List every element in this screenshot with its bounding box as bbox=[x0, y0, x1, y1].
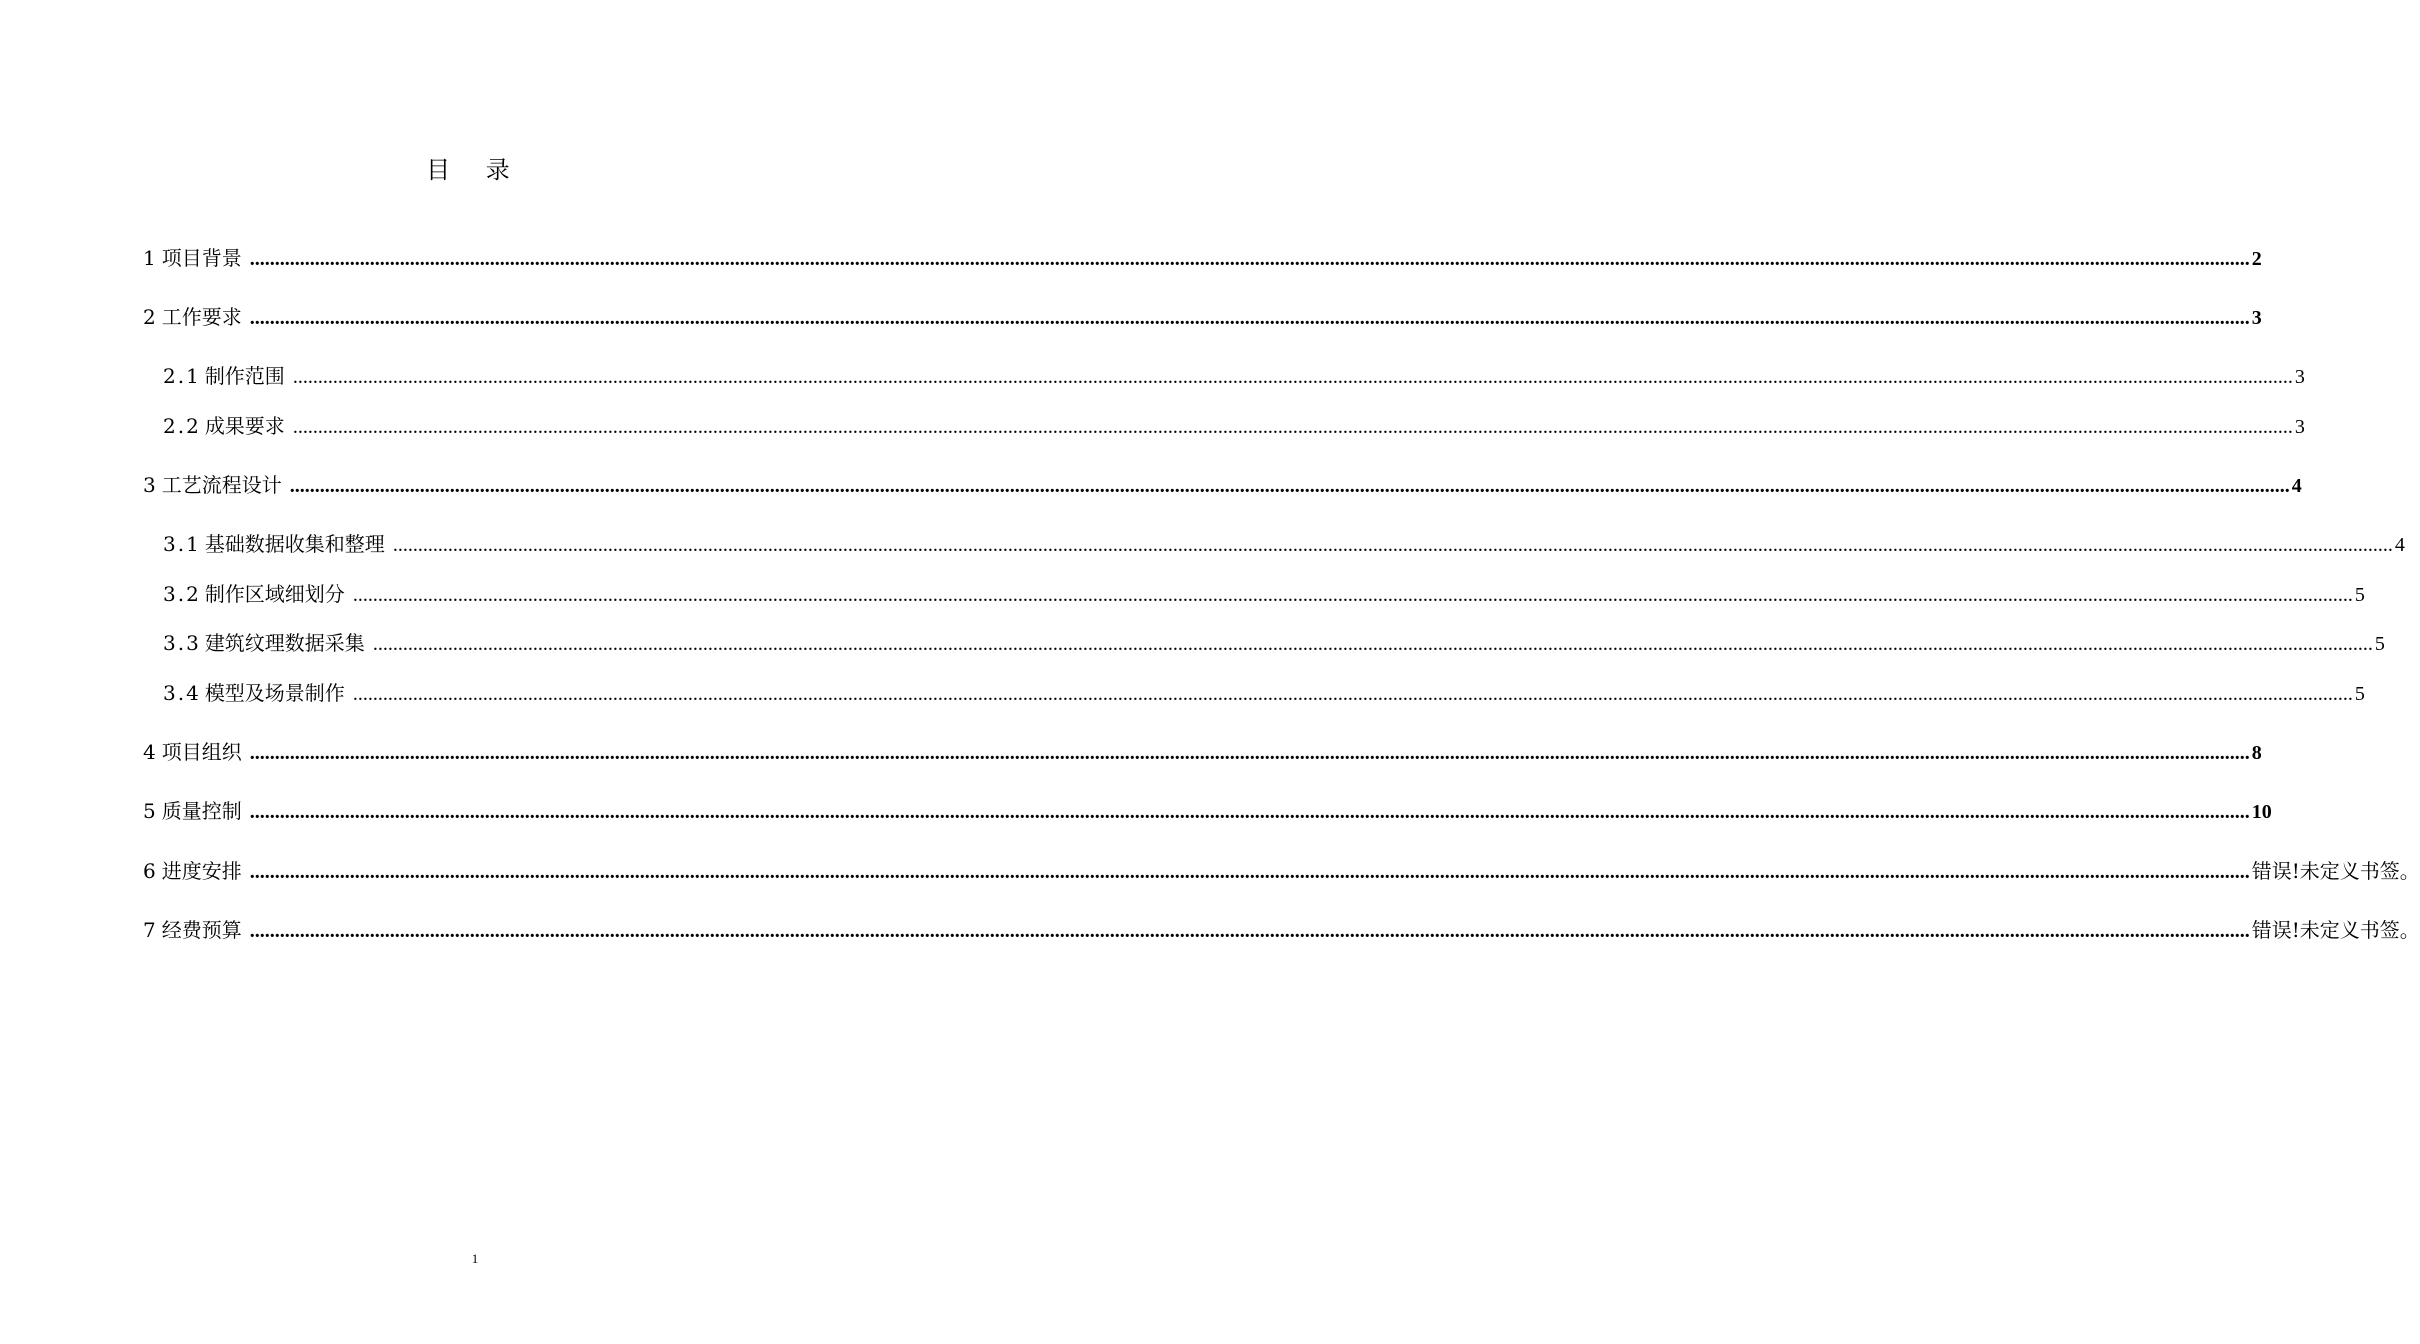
toc-dot-leader: ................................................................................................................................................................................................................................................................................................................................................................................................................ bbox=[352, 683, 2353, 705]
toc-entry-text: 进度安排 bbox=[161, 859, 242, 883]
toc-entry[interactable] bbox=[163, 529, 2405, 559]
toc-entry[interactable] bbox=[143, 737, 2262, 767]
toc-entry[interactable] bbox=[163, 361, 2305, 391]
toc-entry[interactable] bbox=[143, 856, 2420, 886]
toc-dot-leader: ................................................................................................................................................................................................................................................................................................................................................................................................................ bbox=[249, 307, 2250, 329]
toc-entry-label bbox=[143, 243, 242, 273]
toc-entry-text: 基础数据收集和整理 bbox=[204, 532, 385, 556]
toc-entry-number: 2.2 bbox=[163, 414, 201, 438]
toc-entry-page-error: 错误!未定义书签。 bbox=[2251, 918, 2420, 942]
toc-entry[interactable] bbox=[163, 411, 2305, 441]
toc-entry-number: 3 bbox=[143, 473, 158, 497]
toc-entry-label bbox=[163, 411, 285, 441]
toc-entry-label bbox=[143, 737, 242, 767]
page-title: 目 录 bbox=[426, 156, 524, 184]
toc-entry-label bbox=[163, 529, 385, 559]
toc-entry[interactable] bbox=[143, 302, 2262, 332]
toc-entry-number: 4 bbox=[143, 740, 158, 764]
toc-dot-leader: ................................................................................................................................................................................................................................................................................................................................................................................................................ bbox=[249, 920, 2250, 942]
toc-entry-page: 2 bbox=[2251, 248, 2262, 270]
toc-entry[interactable] bbox=[143, 243, 2262, 273]
toc-entry-text: 项目组织 bbox=[161, 740, 242, 764]
toc-entry-text: 制作区域细划分 bbox=[204, 582, 345, 606]
toc-dot-leader: ................................................................................................................................................................................................................................................................................................................................................................................................................ bbox=[249, 861, 2250, 883]
toc-entry-text: 建筑纹理数据采集 bbox=[204, 631, 365, 655]
toc-entry-text: 工艺流程设计 bbox=[161, 473, 282, 497]
toc-entry-page-error: 错误!未定义书签。 bbox=[2251, 859, 2420, 883]
toc-entry[interactable] bbox=[163, 579, 2365, 609]
toc-dot-leader: ................................................................................................................................................................................................................................................................................................................................................................................................................ bbox=[289, 475, 2290, 497]
toc-entry-number: 1 bbox=[143, 246, 158, 270]
toc-entry-text: 项目背景 bbox=[161, 246, 242, 270]
toc-dot-leader: ................................................................................................................................................................................................................................................................................................................................................................................................................ bbox=[292, 366, 2293, 388]
toc-entry-number: 3.3 bbox=[163, 631, 201, 655]
toc-dot-leader: ................................................................................................................................................................................................................................................................................................................................................................................................................ bbox=[249, 801, 2250, 823]
toc-entry-page: 5 bbox=[2374, 633, 2385, 655]
toc-entry[interactable] bbox=[143, 915, 2420, 945]
toc-entry-label bbox=[163, 579, 345, 609]
toc-entry-label bbox=[143, 796, 242, 826]
toc-entry[interactable] bbox=[163, 628, 2385, 658]
toc-entry-text: 工作要求 bbox=[161, 305, 242, 329]
toc-dot-leader: ................................................................................................................................................................................................................................................................................................................................................................................................................ bbox=[249, 248, 2250, 270]
toc-entry-page: 3 bbox=[2294, 416, 2305, 438]
toc-dot-leader: ................................................................................................................................................................................................................................................................................................................................................................................................................ bbox=[352, 584, 2353, 606]
toc-entry-page: 4 bbox=[2394, 534, 2405, 556]
toc-entry-page: 10 bbox=[2251, 801, 2272, 823]
toc-entry-page: 4 bbox=[2291, 475, 2302, 497]
toc-entry-label bbox=[143, 915, 242, 945]
toc-entry-number: 3.1 bbox=[163, 532, 201, 556]
toc-entry-page: 5 bbox=[2354, 584, 2365, 606]
toc-entry-number: 2 bbox=[143, 305, 158, 329]
toc-entry-text: 制作范围 bbox=[204, 364, 285, 388]
toc-entry-label bbox=[163, 361, 285, 391]
toc-entry-number: 2.1 bbox=[163, 364, 201, 388]
toc-entry-text: 质量控制 bbox=[161, 799, 242, 823]
page-number: 1 bbox=[471, 1251, 479, 1266]
toc-entry[interactable] bbox=[143, 470, 2302, 500]
toc-entry-page: 5 bbox=[2354, 683, 2365, 705]
toc-entry-page: 3 bbox=[2294, 366, 2305, 388]
toc-entry-number: 3.2 bbox=[163, 582, 201, 606]
toc-entry-label bbox=[163, 628, 365, 658]
toc-dot-leader: ................................................................................................................................................................................................................................................................................................................................................................................................................ bbox=[372, 633, 2373, 655]
toc-dot-leader: ................................................................................................................................................................................................................................................................................................................................................................................................................ bbox=[249, 742, 2250, 764]
toc-dot-leader: ................................................................................................................................................................................................................................................................................................................................................................................................................ bbox=[392, 534, 2393, 556]
toc-entry[interactable] bbox=[163, 678, 2365, 708]
toc-entry-page: 3 bbox=[2251, 307, 2262, 329]
toc-entry-number: 7 bbox=[143, 918, 158, 942]
toc-entry-number: 3.4 bbox=[163, 681, 201, 705]
toc-entry-text: 经费预算 bbox=[161, 918, 242, 942]
toc-entry-number: 5 bbox=[143, 799, 158, 823]
toc-entry-label bbox=[163, 678, 345, 708]
toc-entry-page: 8 bbox=[2251, 742, 2262, 764]
toc-entry-label bbox=[143, 302, 242, 332]
toc-entry-number: 6 bbox=[143, 859, 158, 883]
toc-entry-label bbox=[143, 470, 282, 500]
toc-entry[interactable] bbox=[143, 796, 2272, 826]
toc-dot-leader: ................................................................................................................................................................................................................................................................................................................................................................................................................ bbox=[292, 416, 2293, 438]
toc-entry-text: 成果要求 bbox=[204, 414, 285, 438]
toc-entry-text: 模型及场景制作 bbox=[204, 681, 345, 705]
toc-entry-label bbox=[143, 856, 242, 886]
